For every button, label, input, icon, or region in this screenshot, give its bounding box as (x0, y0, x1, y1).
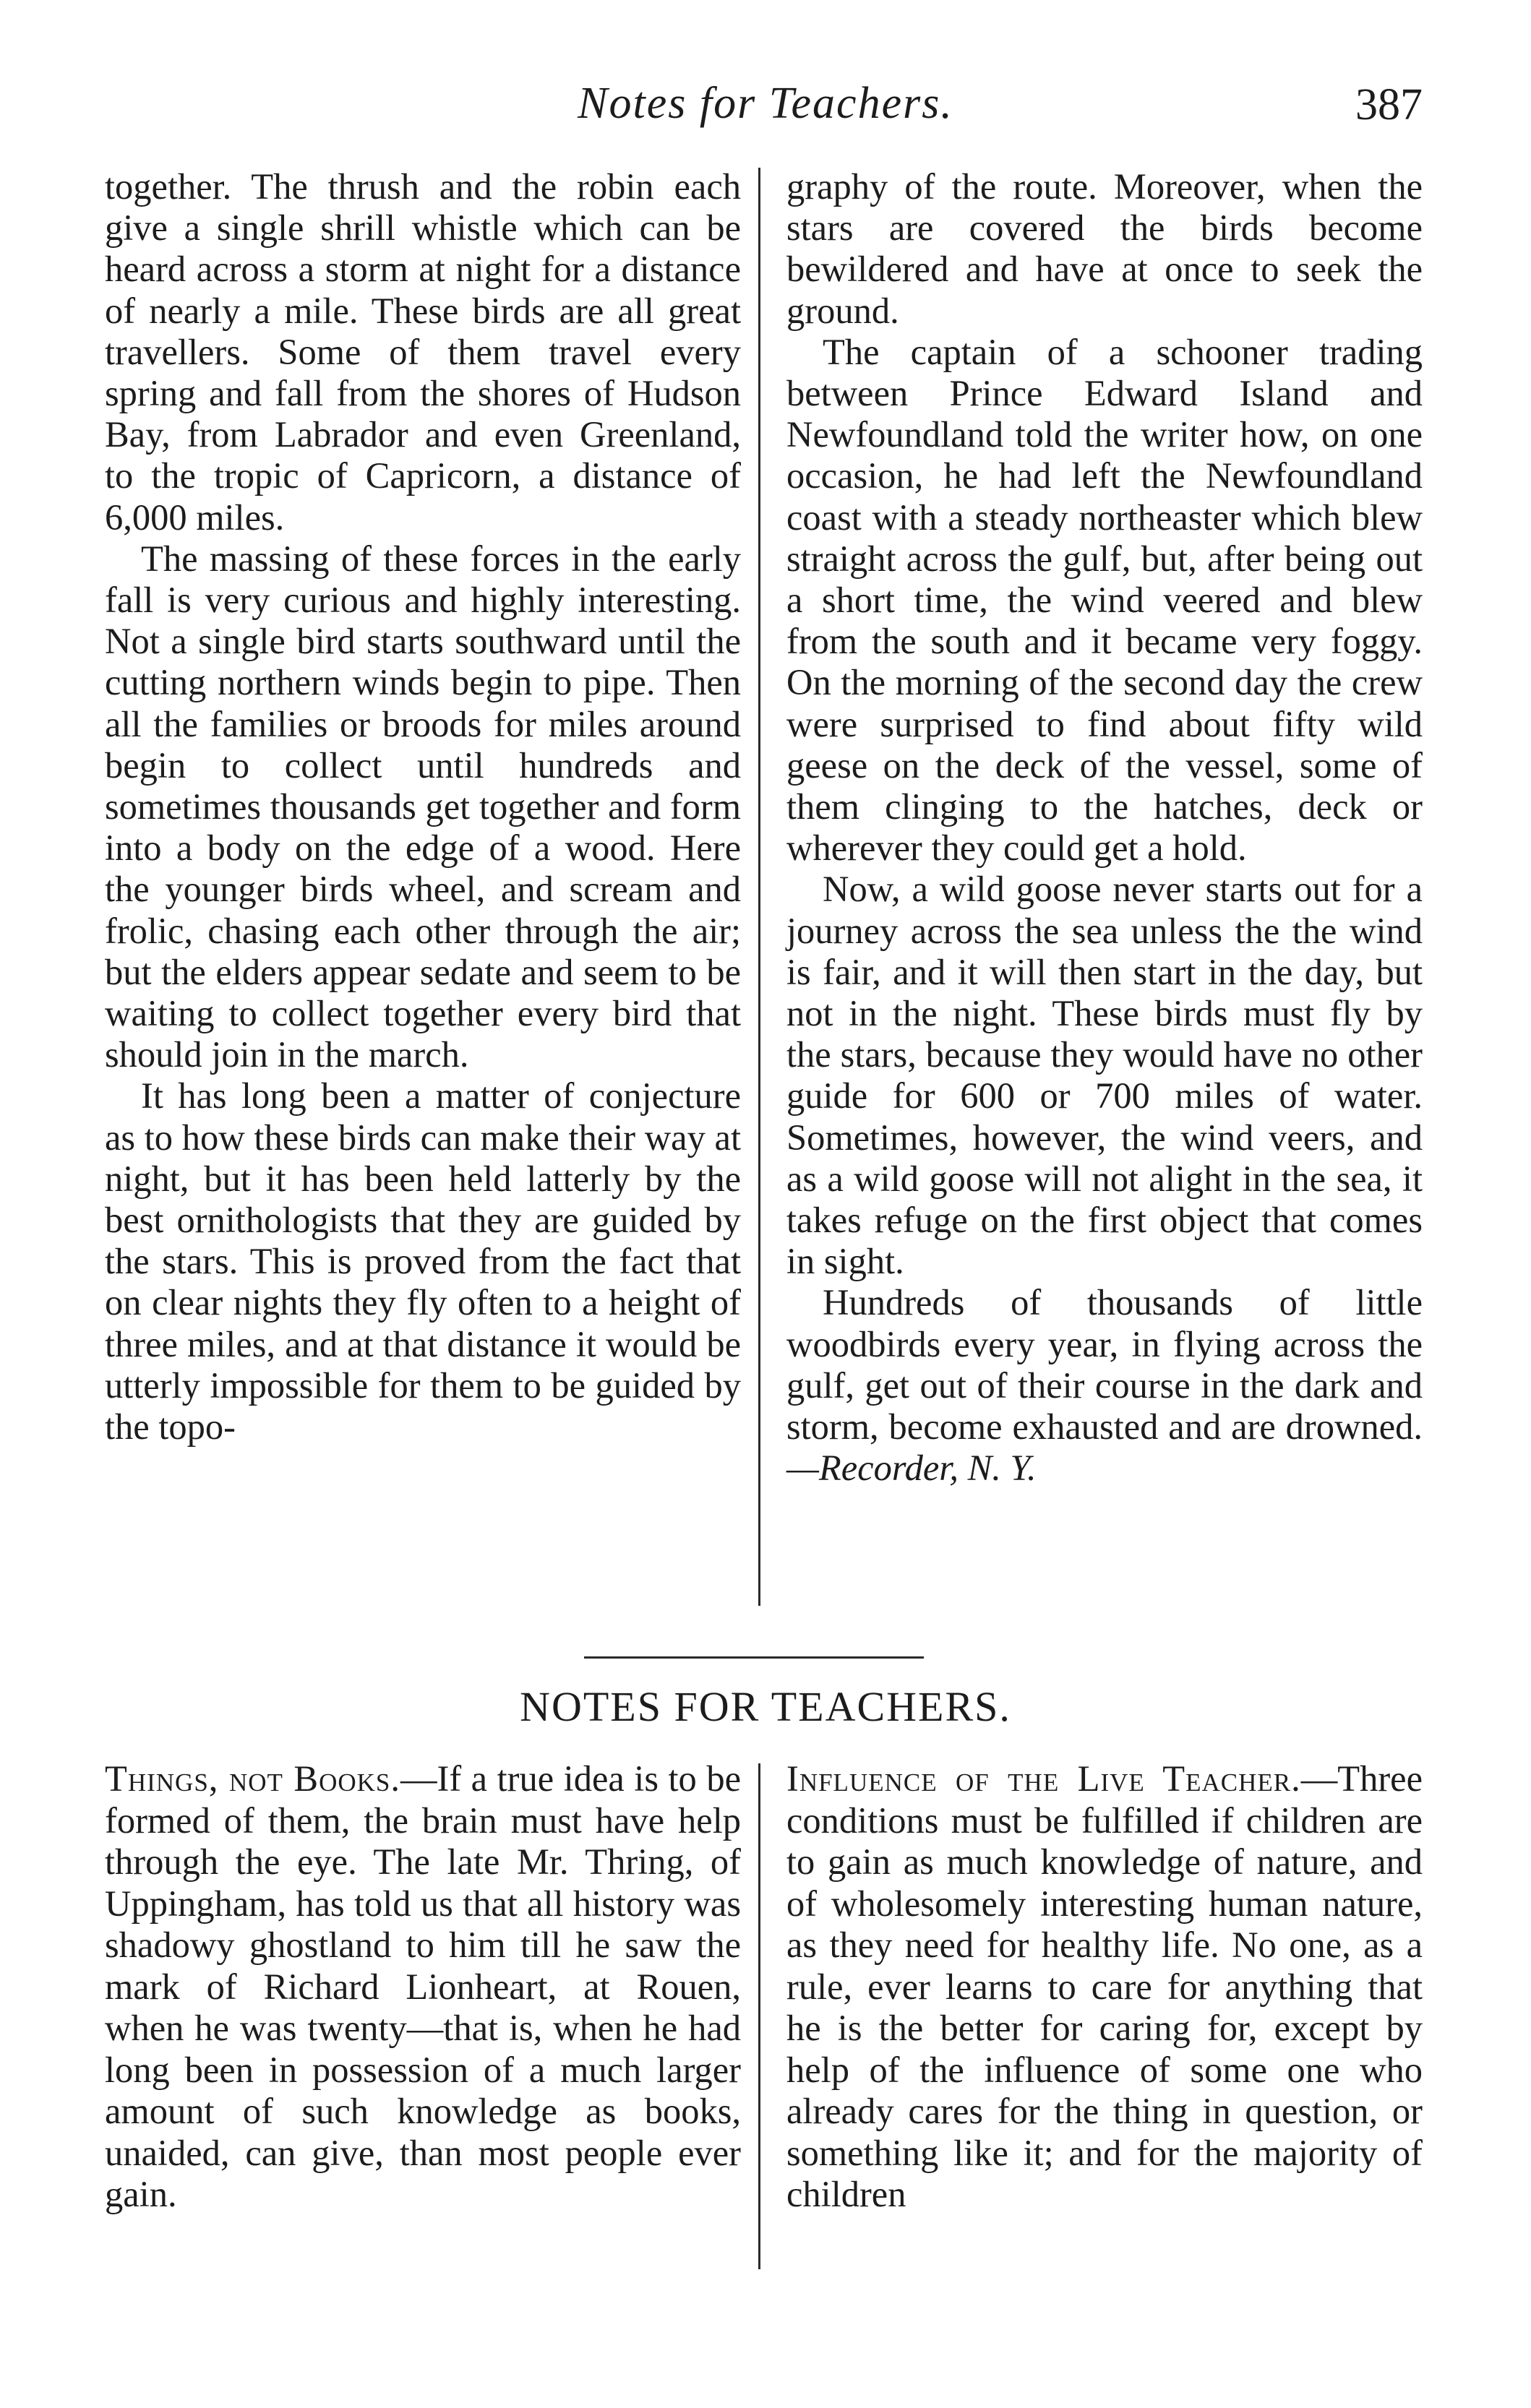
notes-right-column (786, 1758, 1423, 2216)
article-right-column (786, 166, 1423, 1489)
page-header (0, 78, 1531, 136)
notes-left-column (105, 1758, 741, 2216)
article-paragraph: The captain of a schooner trading between Prince Edward Island and Newfoundland told the writer how, on one occasion, he had left the Newfoundland coast with a steady northeaster which blew straight across the gulf, but, after being out a short time, the wind veered and blew from the south and it became very foggy. On the morning of the second day the crew were surprised to find about fifty wild geese on the deck of the vessel, some of them clinging to the hatches, deck or wherever they could get a hold. (786, 331, 1423, 869)
note-paragraph (105, 1758, 741, 2216)
page-number: 387 (1355, 80, 1423, 129)
article-last-paragraph (786, 1282, 1423, 1489)
column-divider (758, 1763, 760, 2269)
note-paragraph (786, 1758, 1423, 2216)
article-paragraph: together. The thrush and the robin each give a single shrill whistle which can be heard across a storm at night for a distance of nearly a mile. These birds are all great travellers. Some of them travel every spring and fall from the shores of Hudson Bay, from Labrador and even Greenland, to the tropic of Capricorn, a distance of 6,000 miles. (105, 166, 741, 538)
note-heading: Things, not Books. (105, 1758, 401, 1799)
note-text: —Three conditions must be fulfilled if children are to gain as much knowledge of nature, and of wholesomely interesting human nature, as they need for healthy life. No one, as a rule, ever learns to care for anything that he is the better for caring for, except by help of the influence of some one who already cares for the thing in question, or something like it; and for the majority of children (786, 1758, 1423, 2214)
note-heading: Influence of the Live Teacher. (786, 1758, 1301, 1799)
running-title: Notes for Teachers. (578, 79, 953, 128)
source-credit: —Recorder, N. Y. (786, 1448, 1037, 1489)
article-paragraph: Now, a wild goose never starts out for a journey across the sea unless the the wind is fair, and it will then start in the day, but not in the night. These birds must fly by the stars, because they would have no other guide for 600 or 700 miles of water. Sometimes, however, the wind veers, and as a wild goose will not alight in the sea, it takes refuge on the first object that comes in sight. (786, 869, 1423, 1282)
column-divider (758, 168, 760, 1606)
section-title: NOTES FOR TEACHERS. (520, 1683, 1011, 1730)
note-text: —If a true idea is to be formed of them, the brain must have help through the eye. The late Mr. Thring, of Uppingham, has told us that all history was shadowy ghostland to him till he saw the mark of Richard Lionheart, at Rouen, when he was twenty—that is, when he had long been in possession of a much larger amount of such knowledge as books, unaided, can give, than most people ever gain. (105, 1758, 741, 2214)
article-paragraph: graphy of the route. Moreover, when the stars are covered the birds become bewildered and have at once to seek the ground. (786, 166, 1423, 331)
section-separator-rule (584, 1656, 924, 1659)
article-paragraph: The massing of these forces in the early fall is very curious and highly interesting. Not a single bird starts southward until the cutting northern winds begin to pipe. Then all the families or broods for miles around begin to collect until hundreds and sometimes thousands get together and form into a body on the edge of a wood. Here the younger birds wheel, and scream and frolic, chasing each other through the air; but the elders appear sedate and seem to be waiting to collect together every bird that should join in the march. (105, 538, 741, 1075)
article-paragraph-text: Hundreds of thousands of little woodbirds every year, in flying across the gulf, get out of their course in the dark and storm, become exhausted and are drowned. (786, 1282, 1423, 1448)
article-paragraph: It has long been a matter of conjecture as to how these birds can make their way at night, but it has been held latterly by the best ornithologists that they are guided by the stars. This is proved from the fact that on clear nights they fly often to a height of three miles, and at that distance it would be utterly impossible for them to be guided by the topo- (105, 1075, 741, 1448)
article-left-column (105, 166, 741, 1448)
